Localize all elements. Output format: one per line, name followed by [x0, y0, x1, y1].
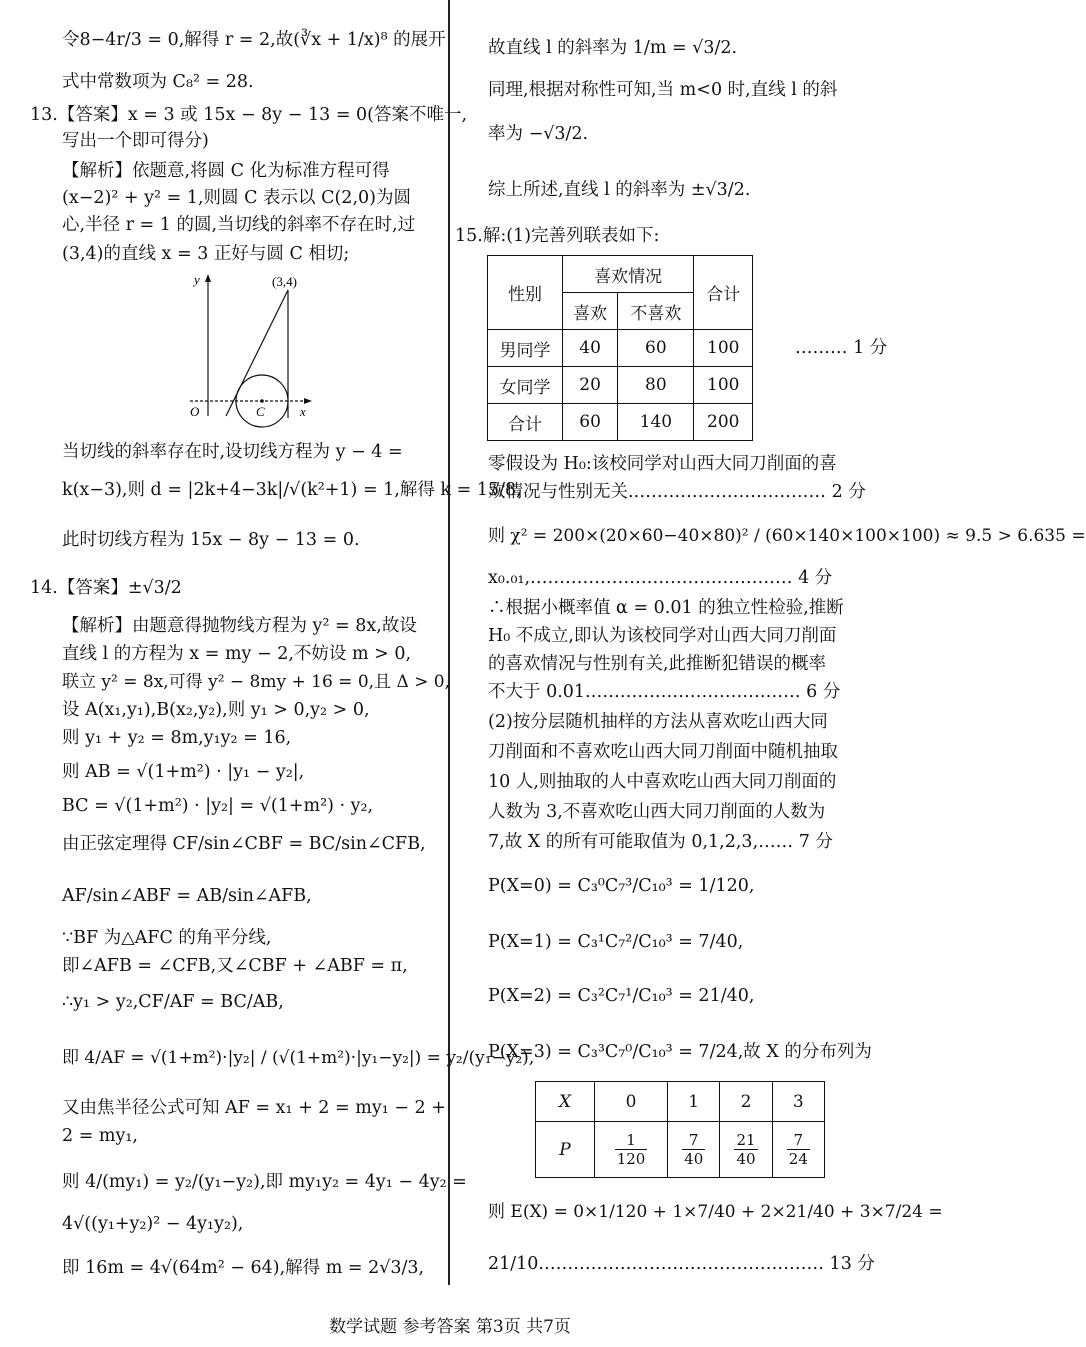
text-line: 不大于 0.01.……………………………… 6 分	[488, 682, 841, 702]
y-axis-label: y	[194, 272, 200, 287]
text-line: 人数为 3,不喜欢吃山西大同刀削面的人数为	[488, 802, 826, 822]
text-line: (2)按分层随机抽样的方法从喜欢吃山西大同	[488, 712, 828, 732]
table-cell: 80	[618, 367, 694, 404]
numerator: 21	[736, 1131, 756, 1149]
text-line: k(x−3),则 d = |2k+4−3k|/√(k²+1) = 1,解得 k = 15/8,	[62, 480, 522, 500]
expectation-line: 则 E(X) = 0×1/120 + 1×7/40 + 2×21/40 + 3×7/24 =	[488, 1202, 943, 1222]
text-line: 则 y₁ + y₂ = 8m,y₁y₂ = 16,	[62, 728, 292, 748]
denominator: 40	[684, 1150, 704, 1168]
text-line: 4√((y₁+y₂)² − 4y₁y₂),	[62, 1214, 244, 1234]
text-line: 则 AB = √(1+m²) · |y₁ − y₂|,	[62, 762, 305, 782]
table-cell: 合计	[488, 404, 563, 441]
text-line: 即∠AFB = ∠CFB,又∠CBF + ∠ABF = π,	[62, 956, 408, 976]
text-line: (x−2)² + y² = 1,则圆 C 表示以 C(2,0)为圆	[62, 188, 411, 208]
text-line: BC = √(1+m²) · |y₂| = √(1+m²) · y₂,	[62, 796, 374, 816]
x-header: X	[536, 1082, 595, 1122]
numerator: 7	[787, 1131, 810, 1150]
header-total: 合计	[694, 256, 753, 330]
expectation-result: 21/10.………………………………………… 13 分	[488, 1254, 875, 1274]
text-line: 综上所述,直线 l 的斜率为 ±√3/2.	[488, 180, 751, 200]
text-line: 的喜欢情况与性别有关,此推断犯错误的概率	[488, 654, 827, 674]
header-preference: 喜欢情况	[562, 256, 694, 293]
text-line: AF/sin∠ABF = AB/sin∠AFB,	[62, 886, 312, 906]
p-value	[720, 1122, 772, 1178]
text-line: 由正弦定理得 CF/sin∠CBF = BC/sin∠CFB,	[62, 834, 426, 854]
text-line: 设 A(x₁,y₁),B(x₂,y₂),则 y₁ > 0,y₂ > 0,	[62, 700, 370, 720]
text-line: 则 4/(my₁) = y₂/(y₁−y₂),即 my₁y₂ = 4y₁ − 4y₂ =	[62, 1172, 467, 1192]
p-value	[668, 1122, 720, 1178]
table-cell: 40	[562, 330, 617, 367]
header-gender: 性别	[488, 256, 563, 330]
p-value	[595, 1122, 668, 1178]
x-value: 3	[772, 1082, 824, 1122]
q15-intro: 15.解:(1)完善列联表如下:	[455, 226, 660, 246]
text-line: 此时切线方程为 15x − 8y − 13 = 0.	[62, 530, 360, 550]
table-cell: 60	[618, 330, 694, 367]
point-label: (3,4)	[272, 274, 297, 289]
q13-answer-note: 写出一个即可得分)	[62, 131, 209, 151]
distribution-table	[535, 1081, 825, 1178]
text-line: 当切线的斜率存在时,设切线方程为 y − 4 =	[62, 442, 403, 462]
x-value: 1	[668, 1082, 720, 1122]
text-line: 故直线 l 的斜率为 1/m = √3/2.	[488, 38, 738, 58]
text-line: ∴根据小概率值 α = 0.01 的独立性检验,推断	[488, 598, 844, 618]
q14-analysis: 【解析】由题意得抛物线方程为 y² = 8x,故设	[62, 616, 417, 636]
q14-answer: 14.【答案】±√3/2	[30, 578, 182, 598]
page-footer: 数学试题 参考答案 第3页 共7页	[329, 1317, 571, 1337]
text-line: x₀.₀₁,……………………………………… 4 分	[488, 568, 833, 588]
prob-x3: P(X=3) = C₃³C₇⁰/C₁₀³ = 7/24,故 X 的分布列为	[488, 1042, 872, 1062]
text-line: 即 4/AF = √(1+m²)·|y₂| / (√(1+m²)·|y₁−y₂|) = y₂/(y₁−y₂),	[62, 1048, 535, 1068]
text-line: ∵BF 为△AFC 的角平分线,	[62, 928, 272, 948]
text-line: 率为 −√3/2.	[488, 124, 589, 144]
table-cell: 200	[694, 404, 753, 441]
denominator: 24	[788, 1150, 808, 1168]
score-mark: ……… 1 分	[795, 338, 888, 358]
text-line: 又由焦半径公式可知 AF = x₁ + 2 = my₁ − 2 +	[62, 1098, 446, 1118]
contingency-table	[487, 255, 753, 441]
q13-answer: 13.【答案】x = 3 或 15x − 8y − 13 = 0(答案不唯一,	[30, 105, 468, 125]
text-line: H₀ 不成立,即认为该校同学对山西大同刀削面	[488, 626, 837, 646]
column-divider	[448, 0, 450, 1285]
chi-square-line: 则 χ² = 200×(20×60−40×80)² / (60×140×100×100) ≈ 9.5 > 6.635 =	[488, 526, 1086, 546]
text-line: 欢情况与性别无关.…………………………… 2 分	[488, 482, 866, 502]
text-line: 即 16m = 4√(64m² − 64),解得 m = 2√3/3,	[62, 1258, 425, 1278]
table-cell: 100	[694, 330, 753, 367]
header-like: 喜欢	[562, 293, 617, 330]
table-cell: 女同学	[488, 367, 563, 404]
x-value: 2	[720, 1082, 772, 1122]
text-line: 直线 l 的方程为 x = my − 2,不妨设 m > 0,	[62, 644, 412, 664]
p-value	[772, 1122, 824, 1178]
x-axis-label: x	[300, 404, 306, 419]
text-line: 联立 y² = 8x,可得 y² − 8my + 16 = 0,且 Δ > 0,	[62, 672, 451, 692]
text-line: 2 = my₁,	[62, 1126, 138, 1146]
table-cell: 140	[618, 404, 694, 441]
text-line: 心,半径 r = 1 的圆,当切线的斜率不存在时,过	[62, 215, 416, 235]
header-dislike: 不喜欢	[618, 293, 694, 330]
numerator: 7	[682, 1131, 705, 1150]
text-line: 同理,根据对称性可知,当 m<0 时,直线 l 的斜	[488, 80, 838, 100]
table-cell: 20	[562, 367, 617, 404]
p-header: P	[536, 1122, 595, 1178]
table-cell: 男同学	[488, 330, 563, 367]
text-line: 零假设为 H₀:该校同学对山西大同刀削面的喜	[488, 454, 837, 474]
text-line: ∴y₁ > y₂,CF/AF = BC/AB,	[62, 992, 284, 1012]
origin-label: O	[190, 404, 200, 419]
q13-analysis: 【解析】依题意,将圆 C 化为标准方程可得	[62, 161, 390, 181]
text-line: 刀削面和不喜欢吃山西大同刀削面中随机抽取	[488, 742, 838, 762]
text-line: 7,故 X 的所有可能取值为 0,1,2,3,…… 7 分	[488, 832, 833, 852]
center-label: C	[256, 404, 265, 419]
text-line: 10 人,则抽取的人中喜欢吃山西大同刀削面的	[488, 772, 837, 792]
x-value: 0	[595, 1082, 668, 1122]
text-line: 令8−4r/3 = 0,解得 r = 2,故(∛x + 1/x)⁸ 的展开	[62, 30, 446, 50]
table-cell: 100	[694, 367, 753, 404]
prob-x0: P(X=0) = C₃⁰C₇³/C₁₀³ = 1/120,	[488, 876, 755, 896]
prob-x1: P(X=1) = C₃¹C₇²/C₁₀³ = 7/40,	[488, 932, 744, 952]
numerator: 1	[615, 1131, 648, 1150]
table-cell: 60	[562, 404, 617, 441]
denominator: 40	[736, 1150, 756, 1168]
circle-tangent-figure	[180, 268, 320, 428]
denominator: 120	[616, 1150, 646, 1168]
text-line: (3,4)的直线 x = 3 正好与圆 C 相切;	[62, 244, 350, 264]
prob-x2: P(X=2) = C₃²C₇¹/C₁₀³ = 21/40,	[488, 986, 755, 1006]
text-line: 式中常数项为 C₈² = 28.	[62, 72, 254, 92]
